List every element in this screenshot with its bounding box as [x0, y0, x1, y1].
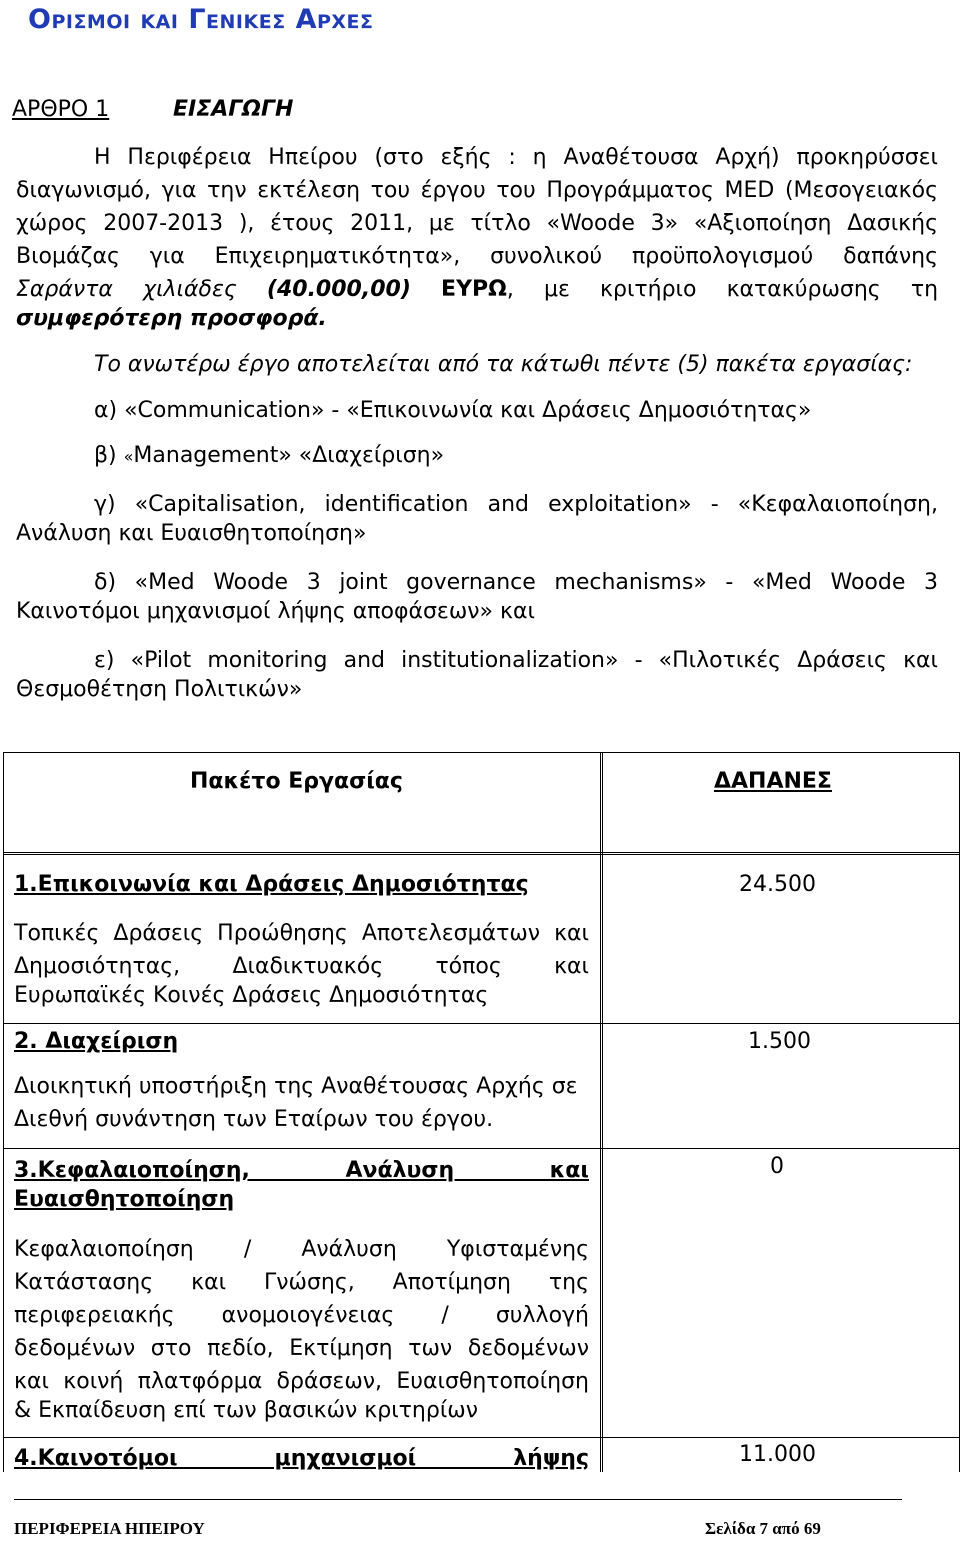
- package-d-line-2: Καινοτόμοι μηχανισμοί λήψης αποφάσεων» και: [16, 599, 535, 624]
- package-c-line-1: γ) «Capitalisation, identification and exploitation» - «Κεφαλαιοποίηση,: [94, 492, 938, 517]
- article-title: ΕΙΣΑΓΩΓΗ: [173, 97, 294, 122]
- row-divider-2: [3, 1148, 960, 1149]
- package-b-text: Management» «Διαχείριση»: [133, 443, 445, 468]
- currency: ΕΥΡΩ: [441, 277, 507, 302]
- row-4-value: 11.000: [739, 1442, 816, 1467]
- row-4-title: 4.Καινοτόμοι μηχανισμοί λήψης: [14, 1446, 589, 1471]
- table-column-divider: [600, 752, 601, 1472]
- footer-organization: ΠΕΡΙΦΕΡΕΙΑ ΗΠΕΙΡΟΥ: [14, 1519, 205, 1538]
- intro-line-2: διαγωνισμό, για την εκτέλεση του έργου του Προγράμματος MED (Μεσογειακός: [16, 178, 938, 203]
- table-header-cost: ΔΑΠΑΝΕΣ: [714, 769, 832, 794]
- table-header-divider-2: [3, 854, 960, 855]
- row-divider-1: [3, 1023, 960, 1024]
- row-1-value: 24.500: [739, 872, 816, 897]
- intro-line-5-tail: , με κριτήριο κατακύρωσης τη: [506, 277, 939, 302]
- intro-line-6: συμφερότερη προσφορά.: [16, 306, 327, 331]
- amount-number: (40.000,00): [266, 277, 411, 302]
- row-3-desc-3: περιφερειακής ανομοιογένειας / συλλογή: [14, 1303, 589, 1328]
- row-divider-3: [3, 1437, 960, 1438]
- row-3-value: 0: [770, 1154, 784, 1179]
- package-a: α) «Communication» - «Επικοινωνία και Δράσεις Δημοσιότητας»: [94, 398, 812, 423]
- package-e-line-2: Θεσμοθέτηση Πολιτικών»: [16, 677, 303, 702]
- row-1-title: 1.Επικοινωνία και Δράσεις Δημοσιότητας: [14, 872, 529, 897]
- row-3-desc-2: Κατάστασης και Γνώσης, Αποτίμηση της: [14, 1270, 589, 1295]
- intro-line-4: Βιομάζας για Επιχειρηματικότητα», συνολικού προϋπολογισμού δαπάνης: [16, 244, 938, 269]
- row-2-desc-2: Διεθνή συνάντηση των Εταίρων του έργου.: [14, 1107, 494, 1132]
- row-3-desc-5: και κοινή πλατφόρμα δράσεων, Ευαισθητοποίηση: [14, 1369, 589, 1394]
- package-c-line-2: Ανάλυση και Ευαισθητοποίηση»: [16, 521, 367, 546]
- section-heading: Ορισμοι και Γενικες Αρχες: [28, 4, 374, 35]
- row-3-title-2: Ευαισθητοποίηση: [14, 1187, 235, 1212]
- row-1-desc-3: Ευρωπαϊκές Κοινές Δράσεις Δημοσιότητας: [14, 983, 489, 1008]
- table-column-divider-2: [602, 752, 603, 1472]
- row-3-desc-4: δεδομένων στο πεδίο, Εκτίμηση των δεδομένων: [14, 1336, 589, 1361]
- table-header-package: Πακέτο Εργασίας: [190, 769, 403, 794]
- row-3-desc-1: Κεφαλαιοποίηση / Ανάλυση Υφισταμένης: [14, 1237, 589, 1262]
- amount-words: Σαράντα χιλιάδες: [16, 277, 237, 302]
- package-d-line-1: δ) «Med Woode 3 joint governance mechanisms» - «Med Woode 3: [94, 570, 938, 595]
- intro-line-5: [16, 273, 938, 306]
- row-2-title: 2. Διαχείριση: [14, 1029, 179, 1054]
- intro-line-3: χώρος 2007-2013 ), έτους 2011, με τίτλο «Woode 3» «Αξιοποίηση Δασικής: [16, 211, 938, 236]
- package-b: [94, 443, 444, 468]
- row-3-desc-6: & Εκπαίδευση επί των βασικών κριτηρίων: [14, 1398, 478, 1423]
- intro-line-1: Η Περιφέρεια Ηπείρου (στο εξής : η Αναθέτουσα Αρχή) προκηρύσσει: [94, 145, 938, 170]
- footer-rule: [14, 1499, 902, 1500]
- package-b-quote: «: [123, 447, 134, 466]
- row-1-desc-2: Δημοσιότητας, Διαδικτυακός τόπος και: [14, 954, 589, 979]
- row-2-desc-1: Διοικητική υποστήριξη της Αναθέτουσας Αρχής σε: [14, 1074, 578, 1099]
- row-2-value: 1.500: [748, 1029, 811, 1054]
- table-header-divider: [3, 852, 960, 853]
- row-3-title-1: 3.Κεφαλαιοποίηση, Ανάλυση και: [14, 1158, 589, 1183]
- package-e-line-1: ε) «Pilot monitoring and institutionalization» - «Πιλοτικές Δράσεις και: [94, 648, 938, 673]
- packages-intro: Το ανωτέρω έργο αποτελείται από τα κάτωθι πέντε (5) πακέτα εργασίας:: [94, 352, 913, 377]
- package-b-label: β): [94, 443, 117, 468]
- footer-page-number: Σελίδα 7 από 69: [705, 1519, 821, 1538]
- row-1-desc-1: Τοπικές Δράσεις Προώθησης Αποτελεσμάτων και: [14, 921, 589, 946]
- article-label: ΑΡΘΡΟ 1: [12, 97, 110, 122]
